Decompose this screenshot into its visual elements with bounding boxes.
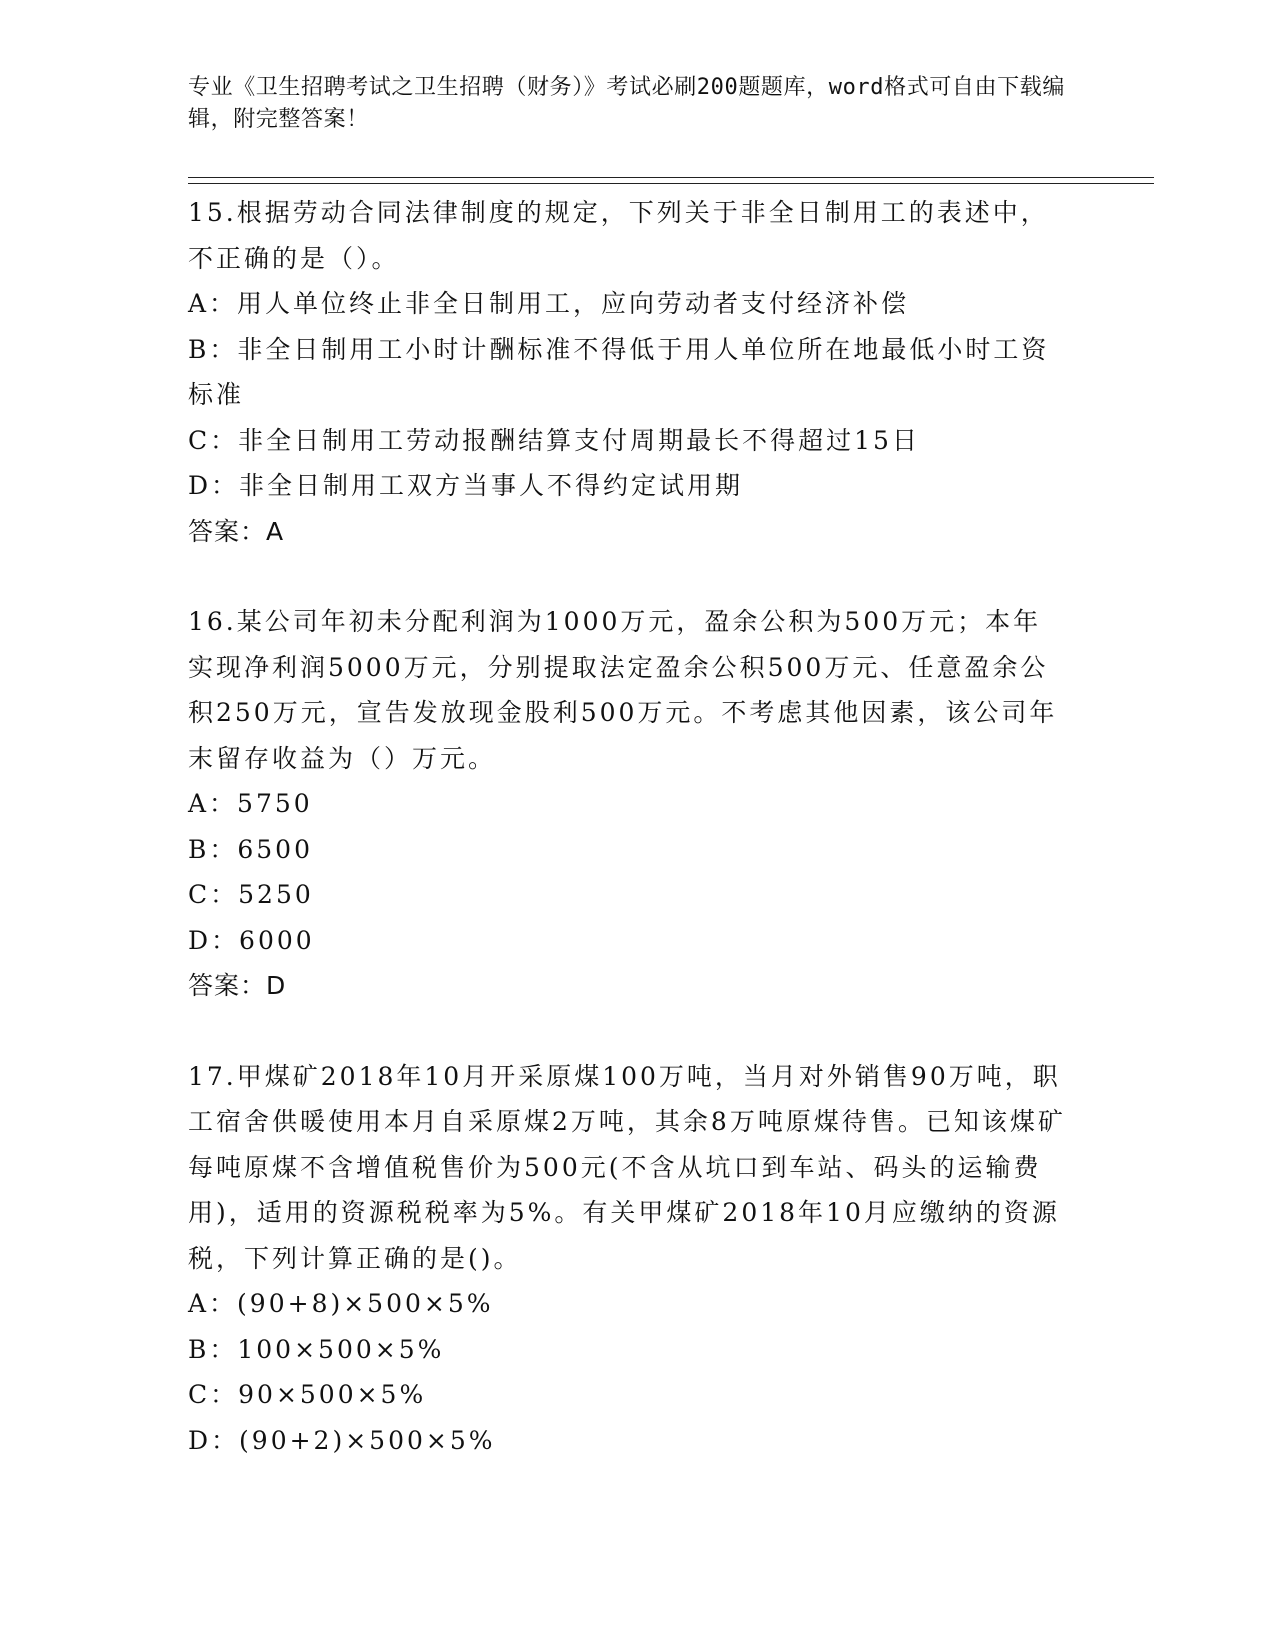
question-stem: 17.甲煤矿2018年10月开采原煤100万吨，当月对外销售90万吨，职工宿舍供暖使用本月自采原煤2万吨，其余8万吨原煤待售。已知该煤矿每吨原煤不含增值税售价为500元(不含从坑口到车站、码头的运输费用)，适用的资源税税率为5%。有关甲煤矿2018年10月应缴纳的资源税，下列计算正确的是()。 — [188, 1061, 1066, 1273]
question-list — [188, 190, 1068, 1508]
answer-label: 答案：A — [188, 516, 285, 546]
question-15 — [188, 190, 1068, 554]
document-header: 专业《卫生招聘考试之卫生招聘（财务）》考试必刷200题题库，word格式可自由下载编辑，附完整答案！ — [188, 75, 1065, 132]
question-stem: 16.某公司年初未分配利润为1000万元，盈余公积为500万元；本年实现净利润5000万元，分别提取法定盈余公积500万元、任意盈余公积250万元，宣告发放现金股利500万元。不考虑其他因素，该公司年末留存收益为（）万元。 — [188, 607, 1058, 773]
document-page — [188, 72, 1088, 1455]
option-b: B：100×500×5% — [188, 1334, 445, 1364]
option-c: C：5250 — [188, 880, 314, 909]
option-a: A：5750 — [188, 789, 313, 818]
option-a: A：(90+8)×500×5% — [188, 1289, 494, 1318]
option-c: C：90×500×5% — [188, 1380, 427, 1409]
option-d: D：6000 — [188, 925, 315, 955]
option-d: D：非全日制用工双方当事人不得约定试用期 — [188, 471, 744, 500]
answer-label: 答案：D — [188, 971, 287, 1000]
question-stem: 15.根据劳动合同法律制度的规定，下列关于非全日制用工的表述中，不正确的是（）。 — [188, 198, 1049, 273]
option-d: D：(90+2)×500×5% — [188, 1425, 496, 1455]
option-c: C：非全日制用工劳动报酬结算支付周期最长不得超过15日 — [188, 425, 920, 455]
option-b: B：6500 — [188, 834, 313, 864]
option-b: B：非全日制用工小时计酬标准不得低于用人单位所在地最低小时工资标准 — [188, 334, 1050, 409]
header-divider — [188, 177, 1154, 184]
question-17 — [188, 1054, 1068, 1464]
question-16 — [188, 599, 1068, 1009]
option-a: A：用人单位终止非全日制用工，应向劳动者支付经济补偿 — [188, 289, 910, 318]
